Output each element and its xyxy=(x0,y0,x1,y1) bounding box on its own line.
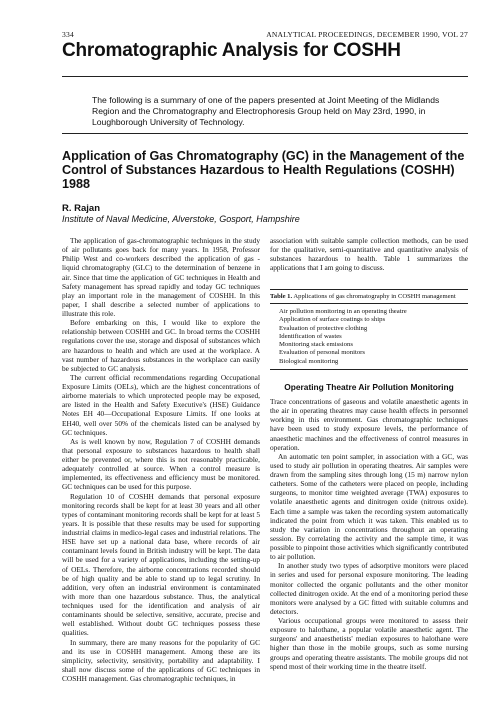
table-caption xyxy=(270,293,470,300)
list-item: Identification of wastes xyxy=(279,332,342,340)
intro-rule xyxy=(62,133,468,134)
paragraph: Trace concentrations of gaseous and volatile anaesthetic agents in the air in operating theatres may cause health effects in personnel working in this environment. Gas chromatographic techniques have been used to study exposure levels, the performance of anaesthetic machines and the effectiveness of control measures in operation. xyxy=(270,397,468,452)
paragraph: The current official recommendations regarding Occupational Exposure Limits (OELs), which are the highest concentrations of airborne materials to which unprotected people may be exposed, are listed in the Health and Safety Executive's (HSE) Guidance Notes EH 40—Occupational Exposure Limits. If one looks at EH40, well over 50% of the chemicals listed can be analysed by GC techniques. xyxy=(62,372,260,437)
paragraph: Regulation 10 of COSHH demands that personal exposure monitoring records shall be kept for at least 30 years and all other types of contaminant monitoring records shall be kept for at least 5 years. It is possible that these results may be used for supporting industrial claims in medico-legal cases and industrial relations. The HSE have set up a national data base, where records of air contaminant levels found in British industry will be kept. The data will be used for a variety of applications, including the setting-up of OELs. Therefore, the airborne concentrations recorded should be of high quality and be able to stand up to legal scrutiny. In addition, very often an industrial environment is contaminated with more than one hazardous substance. Thus, the analytical techniques used for the identification and analysis of air contaminants should be selective, sensitive, accurate, precise and well established. Without doubt GC techniques possess these qualities. xyxy=(62,491,260,638)
paragraph: The application of gas-chromatographic techniques in the study of air pollutants goes back for many years. In 1958, Professor Philip West and co-workers described the application of gas - liquid chromatography (GLC) to the determination of benzene in air. Since that time the application of GC techniques in Health and Safety management has spread rapidly and today GC techniques play an important role in the management of COSHH. In this paper, I shall describe a selected number of applications to illustrate this role. xyxy=(62,236,260,318)
table-list xyxy=(279,308,469,366)
table-bottom-rule xyxy=(270,369,468,370)
subsection-title: Operating Theatre Air Pollution Monitoring xyxy=(284,382,454,392)
list-item: Evaluation of protective clothing xyxy=(279,324,368,332)
top-rule xyxy=(62,76,468,77)
paragraph: In summary, there are many reasons for the popularity of GC and its use in COSHH management. Among these are its simplicity, selectivity, sensitivity, portability and adaptability. I shall now discuss some of the applications of GC techniques in COSHH management. Gas chromatographic techniques, in xyxy=(62,637,260,683)
running-header xyxy=(62,30,468,39)
left-column xyxy=(62,236,260,683)
paragraph: association with suitable sample collection methods, can be used for the qualitative, semi-quantitative and quantitative analysis of substances hazardous to health. Table 1 summarizes the applications that I am going to discuss. xyxy=(270,236,468,273)
paragraph: Various occupational groups were monitored to assess their exposure to halothane, a popular volatile anaesthetic agent. The surgeons' and anaesthetists' median exposures to halothane were higher than those in the mobile groups, such as some nursing groups and operating theatre assistants. The mobile groups did not spend most of their working time in the theatre itself. xyxy=(270,616,468,671)
page-number: 334 xyxy=(62,30,74,39)
author-affiliation: Institute of Naval Medicine, Alverstoke, Gosport, Hampshire xyxy=(62,214,300,224)
paragraph: In another study two types of adsorptive monitors were placed in series and used for personal exposure monitoring. The leading monitor collected the organic pollutants and the other monitor collected dinitrogen oxide. At the end of a monitoring period these monitors were analysed by a GC fitted with suitable columns and detectors. xyxy=(270,561,468,616)
author-name: R. Rajan xyxy=(62,203,101,214)
table-label: Table 1. xyxy=(270,293,293,300)
table-caption-text: Applications of gas chromatography in COSHH management xyxy=(293,293,456,300)
list-item: Biological monitoring xyxy=(279,357,339,365)
table-header-rule xyxy=(270,303,468,304)
paper-title: Application of Gas Chromatography (GC) in the Management of the Control of Substances Hazardous to Health Regulations (COSHH) 1988 xyxy=(62,149,465,192)
intro-note: The following is a summary of one of the papers presented at Joint Meeting of the Midlands Region and the Chromatography and Electrophoresis Group held on May 23rd, 1990, in Loughborough University of Technology. xyxy=(92,95,440,128)
paragraph: As is well known by now, Regulation 7 of COSHH demands that personal exposure to substances hazardous to health shall either be prevented or, where this is not reasonably practicable, adequately controlled at source. When a control measure is implemented, its effectiveness and efficiency must be monitored. GC techniques can be used for this purpose. xyxy=(62,436,260,492)
list-item: Monitoring stack emissions xyxy=(279,341,353,349)
right-column-body xyxy=(270,397,468,671)
list-item: Evaluation of personal monitors xyxy=(279,349,365,357)
paragraph: Before embarking on this, I would like to explore the relationship between COSHH and GC. In broad terms the COSHH regulations cover the use, storage and disposal of substances which are hazardous to health and which are used at the workplace. A vast number of hazardous substances in the workplace can easily be subjected to GC analysis. xyxy=(62,318,260,373)
list-item: Application of surface coatings to ships xyxy=(279,316,386,324)
paragraph: An automatic ten point sampler, in association with a GC, was used to study air pollution in operating theatres. Air samples were drawn from the sampling sites through long (15 m) narrow nylon catheters. Some of the catheters were placed on people, including surgeons, to monitor time weighted average (TWA) exposures to volatile anaesthetic agents and dinitrogen oxide (nitrous oxide). Each time a sample was taken the recording system automatically indicated the point from which it was taken. This enabled us to study the variation in concentrations throughout an operating session. By correlating the activity and the sample time, it was possible to pinpoint those activities which significantly contributed to air pollution. xyxy=(270,451,468,562)
journal-citation: ANALYTICAL PROCEEDINGS, DECEMBER 1990, VOL 27 xyxy=(266,30,468,39)
section-title: Chromatographic Analysis for COSHH xyxy=(62,40,401,61)
list-item: Air pollution monitoring in an operating theatre xyxy=(279,308,407,315)
table-top-rule xyxy=(270,289,468,290)
right-column-top xyxy=(270,236,468,273)
